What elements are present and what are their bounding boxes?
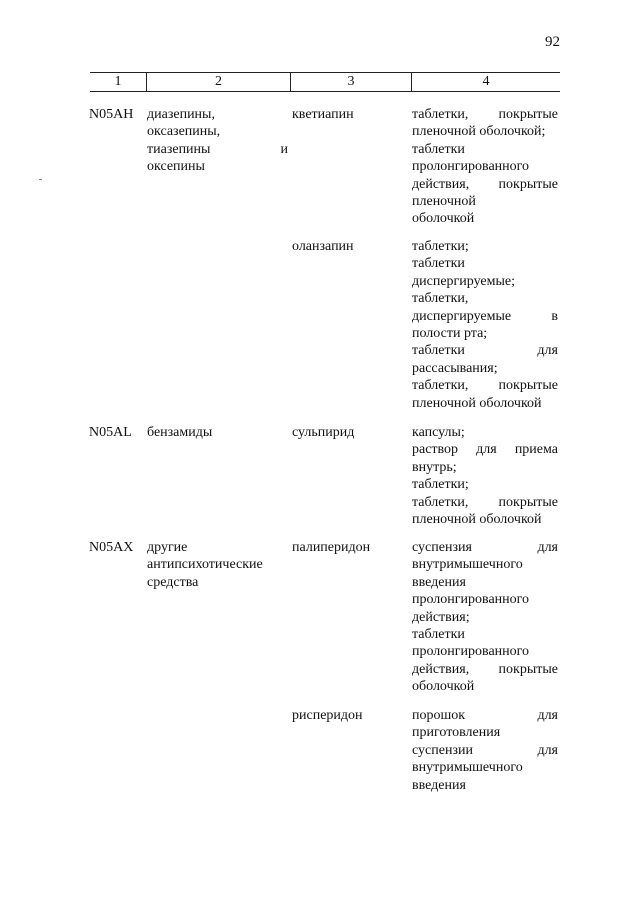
form-line: диспергируемые в	[412, 308, 558, 324]
group-line: другие	[147, 540, 188, 555]
atc-code: N05AL	[89, 425, 132, 440]
header-col-2: 2	[146, 73, 290, 91]
form-line: пленочной	[412, 194, 476, 210]
form-line: таблетки	[412, 141, 465, 157]
form-line: суспензия для	[412, 540, 558, 555]
form-line: пленочной оболочкой	[412, 512, 542, 528]
group-word: и	[280, 141, 288, 157]
form-line: порошок для	[412, 708, 558, 723]
form-line: внутримышечного	[412, 557, 523, 573]
form-line: пленочной оболочкой;	[412, 124, 546, 140]
form-line: таблетки;	[412, 477, 469, 493]
form-line: пролонгированного	[412, 644, 530, 660]
group-line: оксазепины,	[147, 124, 221, 140]
group-line: антипсихотические	[147, 557, 263, 573]
dosage-forms	[412, 707, 558, 794]
atc-code: N05AH	[89, 107, 134, 122]
form-line: диспергируемые;	[412, 273, 515, 289]
header-col-1: 1	[114, 74, 122, 89]
group-name	[147, 106, 289, 176]
form-line: таблетки, покрытые	[412, 494, 558, 510]
group-line: оксепины	[147, 159, 205, 175]
drug-name: оланзапин	[292, 239, 354, 254]
dosage-forms	[412, 424, 558, 528]
form-line: полости рта;	[412, 326, 488, 342]
form-line: действия, покрытые	[412, 661, 558, 677]
drug-name: сульпирид	[292, 425, 355, 440]
form-line: капсулы;	[412, 425, 465, 440]
drug-name: рисперидон	[292, 708, 363, 723]
drug-name: палиперидон	[292, 540, 371, 555]
form-line: рассасывания;	[412, 360, 498, 376]
form-line: действия, покрытые	[412, 176, 558, 192]
group-line	[147, 141, 288, 158]
group-name	[147, 424, 289, 441]
group-line: средства	[147, 574, 199, 590]
form-line: раствор для приема	[412, 442, 558, 458]
group-line: диазепины,	[147, 107, 215, 122]
form-line: введения	[412, 574, 466, 590]
form-line: таблетки,	[412, 291, 469, 307]
form-line: таблетки	[412, 256, 465, 272]
form-line: таблетки;	[412, 239, 469, 254]
form-line: оболочкой	[412, 211, 475, 227]
group-name	[147, 539, 289, 591]
form-line: внутримышечного	[412, 760, 523, 776]
atc-code: N05AX	[89, 540, 134, 555]
form-line: таблетки для	[412, 343, 558, 359]
page-number: 92	[545, 34, 560, 50]
form-line: оболочкой	[412, 679, 475, 695]
form-line: приготовления	[412, 725, 501, 741]
margin-mark	[39, 179, 42, 180]
table-header-row	[90, 72, 560, 92]
dosage-forms	[412, 539, 558, 696]
form-line: таблетки, покрытые	[412, 107, 558, 122]
group-word: тиазепины	[147, 141, 211, 157]
dosage-forms	[412, 238, 558, 412]
form-line: пролонгированного	[412, 592, 530, 608]
header-col-3: 3	[290, 73, 411, 91]
form-line: пленочной оболочкой	[412, 395, 542, 411]
form-line: суспензии для	[412, 742, 558, 758]
dosage-forms	[412, 106, 558, 228]
group-line: бензамиды	[147, 425, 213, 440]
header-col-4: 4	[411, 73, 560, 91]
form-line: введения	[412, 777, 466, 793]
form-line: пролонгированного	[412, 159, 530, 175]
form-line: действия;	[412, 609, 470, 625]
form-line: таблетки	[412, 627, 465, 643]
form-line: таблетки, покрытые	[412, 378, 558, 394]
form-line: внутрь;	[412, 459, 457, 475]
drug-name: кветиапин	[292, 107, 354, 122]
